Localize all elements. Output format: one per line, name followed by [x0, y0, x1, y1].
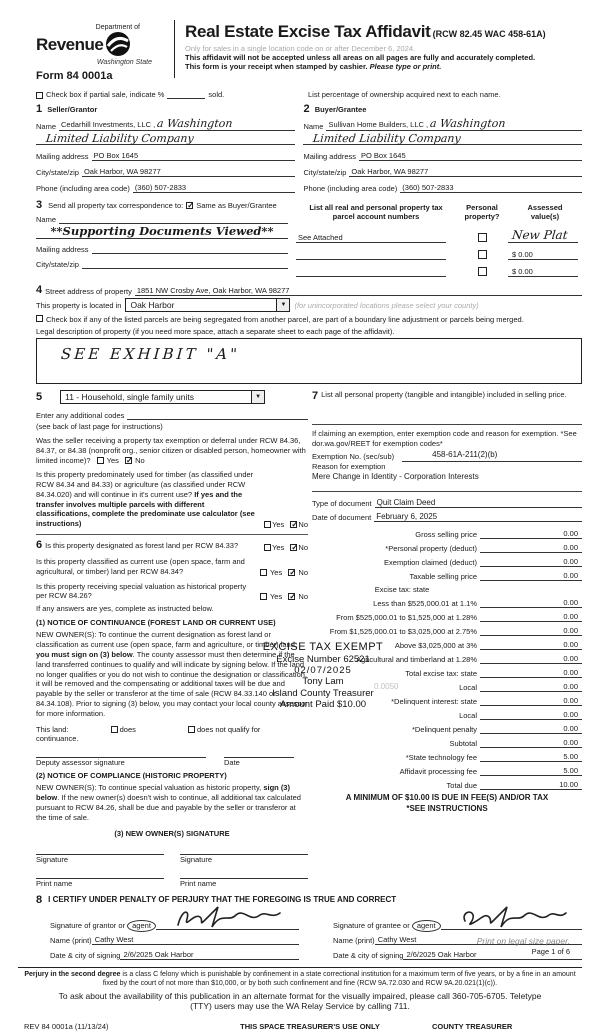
divider: [312, 424, 582, 425]
section-property: [36, 284, 582, 384]
section-2-number: 2: [303, 103, 310, 115]
tax-row-delinquent-penalty: *Delinquent penalty 0.00: [312, 720, 582, 734]
certify-title: I CERTIFY UNDER PENALTY OF PERJURY THAT THE FOREGOING IS TRUE AND CORRECT: [48, 895, 397, 905]
section-7-number: 7: [312, 390, 319, 402]
deputy-assessor-signature-field[interactable]: Deputy assessor signature: [36, 757, 206, 767]
stamp-excise-number: Excise Number 62521: [276, 653, 370, 665]
partial-sale-label: Check box if partial sale, indicate %: [46, 90, 165, 99]
form-header: [36, 16, 582, 82]
buyer-title: Buyer/Grantee: [314, 105, 367, 114]
excise-tax-state-header: Excise tax: state: [374, 584, 430, 594]
tax-row-tier2: From $525,000.01 to $1,525,000 at 1.28% 0.00: [312, 608, 582, 622]
tax-row-agricultural: Agricultural and timberland at 1.28% 0.00: [312, 650, 582, 664]
tax-value-field[interactable]: 0.00: [538, 626, 582, 636]
header-divider: [174, 20, 175, 78]
dept-state: Washington State: [96, 59, 152, 66]
grantor-name-label: Name (print): [50, 935, 92, 945]
new-owner-printname-field-1[interactable]: Print name: [36, 878, 164, 888]
question-forest-land: 6 Is this property designated as forest land per RCW 84.33? Yes ✓No: [36, 538, 308, 553]
buyer-name-label: Name: [303, 122, 324, 131]
exemption-reason-label: Reason for exemption: [312, 462, 386, 472]
seller-csz-label: City/state/zip: [36, 168, 79, 177]
revision-number: REV 84 0001a (11/13/24): [24, 1021, 109, 1031]
stamp-date: 02/07/2025: [294, 665, 352, 677]
assessed-value-handwriting: New Plat: [511, 228, 569, 242]
dropdown-arrow-icon[interactable]: ▼: [251, 391, 264, 403]
page-indicator: Page 1 of 6: [531, 947, 570, 956]
print-instructions: [477, 936, 570, 956]
new-owner-signature-title: (3) NEW OWNER(S) SIGNATURE: [114, 828, 230, 838]
seller-csz-field[interactable]: Oak Harbor, WA 98277: [82, 167, 296, 177]
checkmark-icon: ✓: [187, 200, 194, 210]
question-tax-exemption: Was the seller receiving a property tax exemption or deferral under RCW 84.36, 84.37, or 84.38 (nonprofit org., senior citizen or disabled person, homeowner with limited income)? Yes ✓ No: [36, 436, 306, 465]
note-receipt: This form is your receipt when stamped by cashier. Please type or print.: [185, 62, 442, 71]
parcel-numbers-header: List all real and personal property tax parcel account numbers: [309, 203, 443, 221]
located-note: (for unincorporated locations please select your county): [294, 300, 479, 310]
checkmark-icon: ✓: [126, 455, 133, 465]
personal-property-label: List all personal property (tangible and intangible) included in selling price.: [321, 390, 567, 399]
historical-yes-checkbox[interactable]: [260, 593, 267, 600]
land-qualify-row: This land: does does not qualify for: [36, 724, 261, 734]
exemption-no-label: Exemption No. (sec/sub): [312, 451, 395, 461]
personal-property-checkbox-1[interactable]: [478, 233, 487, 242]
land-use-code-value: 11 - Household, single family units: [65, 392, 194, 402]
segregated-label: Check box if any of the listed parcels are being segregated from another parcel, are part of a boundary line adjustment or parcels being merged.: [46, 315, 524, 324]
seller-phone-field[interactable]: (360) 507-2833: [133, 183, 296, 193]
correspondence-label: Send all property tax correspondence to:: [48, 200, 184, 210]
new-owner-printname-row: [36, 878, 308, 888]
section-6-number: 6: [36, 538, 43, 551]
buyer-mailing-field[interactable]: PO Box 1645: [359, 151, 582, 161]
tax-row-tier1: Less than $525,000.01 at 1.1% 0.00: [312, 594, 582, 608]
seller-phone-label: Phone (including area code): [36, 184, 130, 193]
tax-row-delinquent-interest-local: Local 0.00: [312, 706, 582, 720]
dor-swirl-logo-icon: [105, 31, 131, 59]
stamp-exempt-line: EXCISE TAX EXEMPT: [262, 641, 384, 653]
tax-value-field[interactable]: 0.00: [538, 724, 582, 734]
if-yes-note: If any answers are yes, complete as instructed below.: [36, 604, 214, 614]
tax-row-total-state: Total excise tax: state 0.00: [312, 664, 582, 678]
location-dropdown[interactable]: [125, 298, 290, 312]
question-historical: Is this property receiving special valuation as historical property per RCW 84.26? Yes ✓ No: [36, 581, 308, 602]
tax-row-subtotal: Subtotal 0.00: [312, 734, 582, 748]
tax-value-field[interactable]: 0.00: [538, 640, 582, 650]
correspondence-csz-field[interactable]: [82, 268, 288, 269]
segregated-checkbox[interactable]: [36, 315, 43, 322]
footer-row: [18, 1022, 582, 1031]
forest-no-checkbox[interactable]: [290, 544, 297, 551]
personal-property-checkbox-2[interactable]: [478, 250, 487, 259]
question-timber-use: Is this property predominately used for timber (as classified under RCW 84.34 and 84.33) or agriculture (as classified under RCW 84.34.020) and will continue in it's current use? If yes and the transfer involves multiple parcels with different classifications, complete the predominate use calculator (see instructions) Yes ✓No: [36, 470, 308, 529]
assessed-values-header: Assessed value(s): [527, 203, 563, 221]
seller-name-handwriting-1: a Washington: [156, 117, 234, 130]
tax-value-field[interactable]: 0.00: [538, 682, 582, 692]
note-accept: This affidavit will not be accepted unless all areas on all pages are fully and accurately completed.: [185, 53, 536, 62]
form-number: Form 84 0001a: [36, 70, 113, 82]
footer-divider: [18, 967, 582, 968]
tax-value-field[interactable]: 5.00: [538, 766, 582, 776]
parcel-row-2: [296, 250, 582, 260]
alternate-format-notice: To ask about the availability of this publication in an alternate format for the visually impaired, please call 360-705-6705. Teletype (TTY) users may use the WA Relay Service by calling 711.: [58, 990, 542, 1012]
partial-sale-row: [36, 90, 582, 99]
section-4-number: 4: [36, 284, 43, 296]
buyer-phone-label: Phone (including area code): [303, 184, 398, 193]
buyer-name-field[interactable]: Sullivan Home Builders, LLC , a Washington: [326, 117, 582, 131]
tax-value-field[interactable]: 0.00: [538, 612, 582, 622]
grantee-certification: Signature of grantee or agent Name (print) Cathy West Date & city of signing 2/6/2025 Oak Harbor: [319, 906, 582, 960]
tax-value-field[interactable]: 0.00: [538, 529, 582, 539]
notice-compliance-text: NEW OWNER(S): To continue special valuation as historic property, sign (3) below. If the new owner(s) doesn't wish to continue, all additional tax calculated pursuant to RCW 84.26, shall be due and payable by the seller or transferor at the time of sale.: [36, 782, 301, 822]
seller-name-field[interactable]: Cedarhill Investments, LLC , a Washington: [59, 117, 295, 131]
correspondence-mailing-field[interactable]: [92, 253, 288, 254]
tax-value-field[interactable]: 0.00: [538, 696, 582, 706]
new-owner-signature-field-2[interactable]: Signature: [180, 854, 308, 864]
parcel-number-field-2[interactable]: [296, 259, 446, 260]
tax-row-processing-fee: Affidavit processing fee 5.00: [312, 762, 582, 776]
tax-value-field[interactable]: 0.00: [538, 598, 582, 608]
exemption-no-checkbox[interactable]: [125, 457, 132, 464]
tax-value-field[interactable]: 0.00: [538, 654, 582, 664]
same-as-buyer-checkbox[interactable]: [186, 202, 193, 209]
stamp-treasurer-title: Island County Treasurer: [272, 687, 374, 699]
seller-name-label: Name: [36, 122, 57, 131]
note-type-or-print: Please type or print.: [369, 62, 442, 71]
new-owner-signature-row: [36, 854, 308, 864]
buyer-mailing-label: Mailing address: [303, 152, 356, 161]
grantor-certification: Signature of grantor or agent Name (print) Cathy West Date & city of signing 2/6/2025 Oak Harbor: [36, 906, 299, 960]
section-use-classification: [36, 390, 308, 888]
section-8-number: 8: [36, 893, 43, 906]
street-address-field[interactable]: 1851 NW Crosby Ave, Oak Harbor, WA 98277: [135, 286, 582, 296]
tax-row-tier4: Above $3,025,000 at 3% 0.00: [312, 636, 582, 650]
supporting-documents-stamp: **Supporting Documents Viewed**: [36, 224, 288, 239]
current-use-yes-checkbox[interactable]: [260, 569, 267, 576]
tax-row-total-due: Total due 10.00: [312, 776, 582, 790]
buyer-name-handwriting-1: a Washington: [429, 117, 507, 130]
assessed-value-field-1[interactable]: [508, 228, 578, 243]
tax-row-local: 0.0050 Local 0.00: [312, 678, 582, 692]
same-as-buyer-label: Same as Buyer/Grantee: [196, 200, 277, 210]
stamp-amount-paid: Amount Paid $10.00: [279, 698, 367, 710]
grantee-date-field[interactable]: 2/6/2025 Oak Harbor: [403, 950, 582, 960]
tax-value-field[interactable]: 5.00: [538, 752, 582, 762]
grantor-signature-field[interactable]: [156, 929, 299, 930]
seller-mailing-field[interactable]: PO Box 1645: [92, 151, 296, 161]
section-6-divider: [36, 534, 308, 535]
tax-value-field[interactable]: 10.00: [538, 780, 582, 790]
form-title-code: (RCW 82.45 WAC 458-61A): [432, 29, 546, 39]
partial-sold-label: sold.: [208, 90, 225, 99]
grantor-signature-handwriting: [174, 905, 284, 933]
street-address-label: Street address of property: [45, 287, 132, 296]
treasurer-use-only-label: THIS SPACE TREASURER'S USE ONLY: [240, 1021, 380, 1031]
parcel-number-field-3[interactable]: [296, 276, 446, 277]
legal-description-label: Legal description of property (if you need more space, attach a separate sheet to each page of the affidavit).: [36, 327, 395, 336]
parcel-row-1: [296, 228, 582, 243]
tax-value-field[interactable]: 0.00: [538, 557, 582, 567]
grantor-date-field[interactable]: 2/6/2025 Oak Harbor: [120, 950, 299, 960]
location-dropdown-value: Oak Harbor: [130, 300, 175, 310]
dor-logo-block: [36, 16, 166, 82]
current-use-no-checkbox[interactable]: [288, 569, 295, 576]
grantee-signature-field[interactable]: [441, 929, 582, 930]
land-label: This land:: [36, 724, 69, 734]
forest-yes-checkbox[interactable]: [264, 544, 271, 551]
timber-no-checkbox[interactable]: [290, 521, 297, 528]
document-date-label: Date of document: [312, 512, 372, 522]
note-dates: Only for sales in a single location code on or after December 6, 2024.: [185, 44, 416, 53]
tax-row-tier3: From $1,525,000.01 to $3,025,000 at 2.75% 0.00: [312, 622, 582, 636]
grantor-name-field[interactable]: Cathy West: [92, 935, 299, 945]
new-owner-printname-field-2[interactable]: Print name: [180, 878, 308, 888]
buyer-csz-label: City/state/zip: [303, 168, 347, 177]
treasurer-stamp: [228, 641, 418, 710]
additional-codes-field[interactable]: [127, 419, 308, 420]
local-rate-watermark: 0.0050: [374, 681, 399, 691]
partial-sale-checkbox[interactable]: [36, 92, 43, 99]
partial-percent-field[interactable]: [167, 98, 205, 99]
does-qualify-checkbox[interactable]: [111, 726, 118, 733]
grantee-signature-handwriting: [459, 905, 569, 933]
grantee-name-field[interactable]: Cathy West: [375, 935, 582, 945]
personal-property-header: Personal property?: [464, 203, 500, 221]
assessor-signature-row: [36, 757, 308, 767]
tax-row-personal-deduct: *Personal property (deduct) 0.00: [312, 539, 582, 553]
dept-name: Revenue: [36, 35, 104, 54]
correspondence-mailing-label: Mailing address: [36, 245, 89, 254]
document-type-label: Type of document: [312, 498, 372, 508]
tax-value-field[interactable]: 0.00: [538, 668, 582, 678]
grantor-date-label: Date & city of signing: [50, 950, 121, 960]
exemption-reason-value[interactable]: Mere Change in Identity - Corporation Interests: [312, 472, 479, 482]
agent-circled-word: agent: [412, 920, 441, 932]
section-correspondence: [36, 199, 288, 277]
historical-no-checkbox[interactable]: [288, 593, 295, 600]
section-tax-computation: [312, 390, 582, 888]
timber-yes-checkbox[interactable]: [264, 521, 271, 528]
tax-row-gross: Gross selling price 0.00: [312, 525, 582, 539]
perjury-notice: Perjury in the second degree is a class C felony which is punishable by confinement in a state correctional institution for a maximum term of five years, or by a fine in an amount fixed by the court of not more than $10,000, or by both such confinement and fine (RCW 9A.72.030 and RCW 9A.20.021(1)(c)).: [24, 970, 576, 987]
question-current-use: Is this property classified as current use (open space, farm and agricultural, or timber) land per RCW 84.34? Yes ✓ No: [36, 557, 308, 577]
correspondence-csz-label: City/state/zip: [36, 260, 79, 269]
seller-title: Seller/Grantor: [47, 105, 98, 114]
checkmark-icon: ✓: [291, 519, 299, 529]
minimum-due-note: A MINIMUM OF $10.00 IS DUE IN FEE(S) AND/OR TAX *SEE INSTRUCTIONS: [345, 792, 549, 813]
exemption-yes-checkbox[interactable]: [97, 457, 104, 464]
section-1-number: 1: [36, 103, 43, 115]
assessor-date-field[interactable]: Date: [224, 757, 294, 767]
grantee-name-label: Name (print): [333, 935, 375, 945]
buyer-name-handwriting-2: Limited Liability Company: [312, 132, 462, 145]
buyer-csz-field[interactable]: Oak Harbor, WA 98277: [349, 167, 582, 177]
agent-circled-word: agent: [127, 920, 156, 932]
assessed-value-field-2[interactable]: $ 0.00: [508, 250, 578, 260]
county-treasurer-label: COUNTY TREASURER: [432, 1021, 513, 1031]
additional-codes-note: (see back of last page for instructions): [36, 422, 163, 431]
personal-property-section: [312, 390, 582, 402]
new-owner-signature-field-1[interactable]: Signature: [36, 854, 164, 864]
legal-description-handwriting: SEE EXHIBIT "A": [60, 345, 241, 363]
tax-value-field[interactable]: 0.00: [538, 571, 582, 581]
dept-prefix: Department of: [95, 24, 140, 31]
exemption-no-field[interactable]: 458-61A-211(2)(b): [402, 450, 582, 462]
section-buyer-grantee: [303, 103, 582, 193]
dropdown-arrow-icon[interactable]: ▼: [276, 299, 289, 311]
divider: [312, 491, 582, 492]
section-seller-grantor: [36, 103, 295, 193]
tax-value-field[interactable]: 0.00: [538, 543, 582, 553]
section-5-number: 5: [36, 391, 43, 403]
parcel-number-field-1[interactable]: See Attached: [296, 233, 446, 243]
tax-row-exemption-deduct: Exemption claimed (deduct) 0.00: [312, 553, 582, 567]
section-3-number: 3: [36, 199, 43, 211]
checkmark-icon: ✓: [289, 567, 297, 577]
notice-compliance-title: (2) NOTICE OF COMPLIANCE (HISTORIC PROPERTY): [36, 770, 227, 780]
legal-description-box[interactable]: [36, 338, 582, 384]
legal-size-note: Print on legal size paper.: [476, 936, 570, 946]
assessed-value-field-3[interactable]: $ 0.00: [508, 267, 578, 277]
parcel-table: [296, 199, 582, 277]
land-use-code-dropdown[interactable]: [60, 390, 265, 404]
correspondence-name-label: Name: [36, 215, 57, 224]
continuance-label: continuance.: [36, 733, 79, 743]
additional-codes-label: Enter any additional codes: [36, 411, 125, 420]
grantee-date-label: Date & city of signing: [333, 950, 404, 960]
exemption-intro: If claiming an exemption, enter exemption code and reason for exemption. *See dor.wa.gov/REET for exemption codes*: [312, 429, 577, 449]
tax-value-field[interactable]: 0.00: [538, 738, 582, 748]
located-in-label: This property is located in: [36, 300, 122, 310]
stamp-treasurer-name: Tony Lam: [302, 676, 344, 688]
tax-value-field[interactable]: 0.00: [538, 710, 582, 720]
buyer-phone-field[interactable]: (360) 507-2833: [400, 183, 582, 193]
checkmark-icon: ✓: [289, 592, 297, 602]
ownership-percentage-note: List percentage of ownership acquired next to each name.: [308, 90, 501, 99]
document-type-field[interactable]: Quit Claim Deed: [375, 498, 582, 508]
seller-name-handwriting-2: Limited Liability Company: [45, 132, 195, 145]
personal-property-checkbox-3[interactable]: [478, 267, 487, 276]
tax-row-delinquent-interest-state: *Delinquent interest: state 0.00: [312, 692, 582, 706]
document-date-field[interactable]: February 6, 2025: [374, 512, 582, 522]
checkmark-icon: ✓: [291, 543, 299, 553]
exemption-block: [312, 429, 582, 483]
notice-continuance-title: (1) NOTICE OF CONTINUANCE (FOREST LAND OR CURRENT USE): [36, 617, 276, 627]
tax-row-technology-fee: *State technology fee 5.00: [312, 748, 582, 762]
parcel-row-3: [296, 267, 582, 277]
tax-row-taxable: Taxable selling price 0.00: [312, 567, 582, 581]
notice-continuance-text: NEW OWNER(S): To continue the current designation as forest land or classification as current use (open space, farm and agriculture, or timber) land, you must sign on (3) below. The county assessor must then determine if the land transferred continues to qualify and will indicate by signing below. If the land no longer qualifies or you do not wish to continue the designation or classification, it will be removed and the compensating or additional taxes will be due and payable by the seller or transferor at the time of sale (RCW 84.33.140 or 84.34.108). Prior to signing (3) below, you may contact your local county assessor for more information.: [36, 629, 308, 719]
seller-mailing-label: Mailing address: [36, 152, 89, 161]
does-not-qualify-checkbox[interactable]: [188, 726, 195, 733]
form-title: Real Estate Excise Tax Affidavit: [185, 22, 431, 41]
